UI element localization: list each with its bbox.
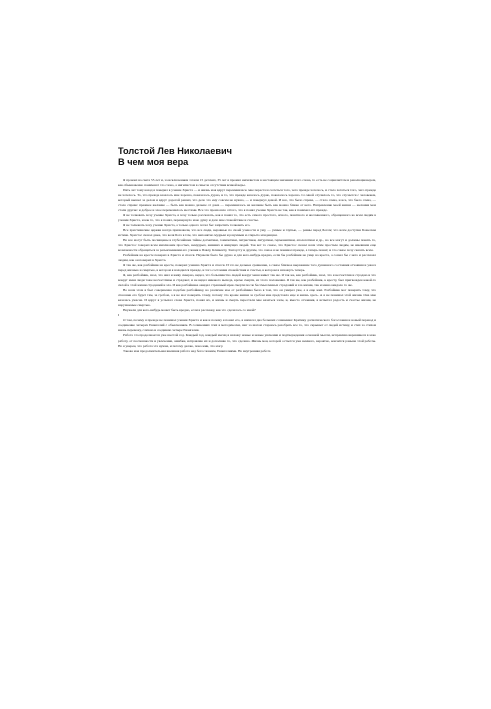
- paragraph: О том, почему я прежде не понимал учения Христа и как и почему я понял его, я написал два больших сочинения: Критику догматического богословия и новый перевод и соединение четырех Евангелий с объяснением. В сочинениях этих я методически, шаг за шагом стараюсь разобрать все то, что скрывает от людей истину, и стих за стихом вновь перевожу, сличаю и соединяю четыре Евангелия.: [118, 318, 376, 333]
- paragraph: Я прожил на свете 55 лет и, за исключением 14 или 15 детских, 35 лет я прожил нигилистом в настоящем значении этого слова, то есть не социалистом и революционером, как обыкновенно понимают это слово, а нигилистом в смысле отсутствия всякой веры.: [118, 178, 376, 188]
- paragraph: Работа эта продолжается уже шестой год. Каждый год, каждый месяц я нахожу новые и новые уяснения и подтверждения основной мысли, исправляю вкравшиеся в мою работу, от поспешности и увлечения, ошибки, исправляю их и дополняю то, что сделано. Жизнь моя, которой остается уже немного, вероятно, кончится раньше этой работы. Но я уверен, что работа эта нужна, и потому делаю, пока жив, что могу.: [118, 333, 376, 348]
- paragraph: Я не толковать хочу учение Христа, я хочу только рассказать, как я понял то, что есть самого простого, ясного, понятного и несомненного, обращенного ко всем людям в учении Христа, и как то, что я понял, перевернуло мою душу и дало мне спокойствие и счастье.: [118, 213, 376, 223]
- paragraph: Все христианские церкви всегда признавали, что все люди, неравные по своей учености и уму, — умные и глупые, — равны перед Богом; что всем доступна Божеская истина. Христос сказал даже, что воля Бога в том, что непонятно мудрым и разумным и открыто младенцам.: [118, 228, 376, 238]
- paragraph: Пять лет тому назад я поверил в учение Христа — и жизнь моя вдруг переменилась: мне перестало хотеться того, чего прежде хотелось, и стало хотеться того, чего прежде не хотелось. То, что прежде казалось мне хорошо, показалось дурно, и то, что прежде казалось дурно, показалось хорошо. Со мной случилось то, что случается с человеком, который вышел за делом и вдруг дорогой решил, что дело это ему совсем не нужно, — и повернул домой. И все, что было справа, — стало слева, и все, что было слева, — стало справа: прежнее желание — быть как можно дальше от дома — переменилось на желание быть как можно ближе от него. Направление моей жизни — желания мои стали другие: и доброе и злое переменилось местами. Все это произошло оттого, что я понял учение Христа не так, как я понимал его прежде.: [118, 188, 376, 213]
- paragraph: Я не толковать хочу учение Христа, а только одного хотел бы: запретить толковать его.: [123, 223, 251, 228]
- paragraph: Разбойник на кресте поверил в Христа и спасся. Неужели было бы дурно и для кого-нибудь вредно, если бы разбойник не умер на кресте, а сошел бы с него и рассказал людям, как он поверил в Христа.: [118, 253, 376, 263]
- paragraph: Во всем этом я был совершенно подобен разбойнику, но различие мое от разбойника было в том, что он умирал уже, а я еще жил. Разбойник мог поверить тому, что спасение его будет там, за гробом, а я не мог поверить этому, потому что кроме жизни за гробом мне предстояла еще и жизнь здесь. А я не понимал этой жизни. Она мне казалась ужасна. И вдруг я услыхал слова Христа, понял их, и жизнь и смерть перестали мне казаться злом, и, вместо отчаяния, я испытал радость и счастье жизни, не нарушаемые смертью.: [118, 288, 376, 308]
- paragraph: Не все могут быть посвящены в глубочайшие тайны догматики, гомилетики, патристики, литургики, герменевтики, апологетики и др., но все могут и должны понять то, что Христос говорил всем миллионам простых, немудрых, живших и живущих людей. Так вот то самое, что Христос сказал всем этим простым людям, не имевшим еще возможности обращаться за разъяснениями его учения к Павлу, Клименту, Златоусту и другим, это самое я не понимал прежде, а теперь понял; и это самое хочу сказать всем.: [118, 238, 376, 253]
- paragraph: Я так же, как разбойник на кресте, поверил учению Христа и спасся. И это не дальнее сравнение, а самое близкое выражение того душевного состояния отчаяния и ужаса перед жизнью и смертью, в котором я находился прежде, и того состояния спокойствия и счастья, в котором я нахожусь теперь.: [118, 263, 376, 273]
- document-body: [118, 178, 376, 354]
- author-heading: Толстой Лев Николаевич: [118, 146, 233, 156]
- chapter-number: I: [118, 313, 120, 318]
- book-title: В чем моя вера: [118, 157, 189, 167]
- paragraph: Я, как разбойник, знал, что жил и живу скверно, видел, что большинство людей вокруг меня живет так же. Я так же, как разбойник, знал, что я несчастлив и страдаю и что вокруг меня люди тоже несчастливы и страдают, и не видал никакого выхода, кроме смерти, из этого положения. Я так же, как разбойник, к кресту, был пригвожден какой-то силой к этой жизни страданий и зла. И как разбойника ожидал страшный мрак смерти после бессмысленных страданий и зла жизни, так и меня ожидало то же.: [118, 273, 376, 288]
- paragraph: Неужели для кого-нибудь может быть вредно, если я расскажу, как это сделалось со мной?: [123, 308, 256, 313]
- document-page: [118, 146, 376, 354]
- paragraph: Такова моя продолжительная внешняя работа над богословием, Евангелиями. Но внутренняя работа: [123, 348, 271, 353]
